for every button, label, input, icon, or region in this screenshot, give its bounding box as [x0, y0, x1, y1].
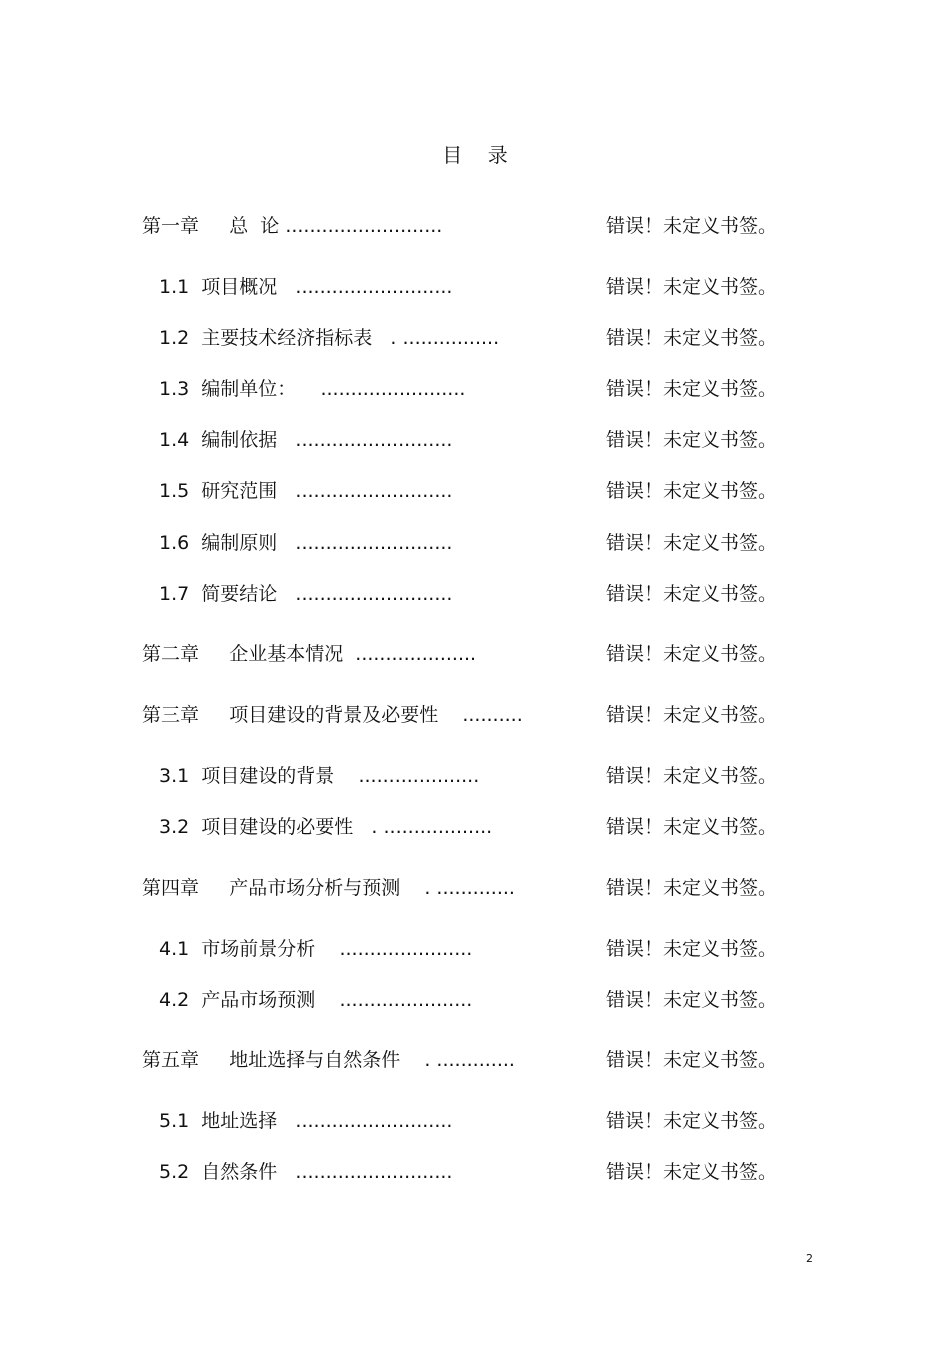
- toc-entry-chapter-2[interactable]: [0, 639, 950, 669]
- toc-entry-page-ref: 错误！未定义书签。: [606, 583, 778, 605]
- toc-entry-text: 第一章 总 论 ..........................: [142, 215, 443, 237]
- toc-entry-section-5-2[interactable]: [0, 1157, 950, 1187]
- toc-entry-text: 1.3 编制单位： ........................: [159, 378, 466, 400]
- toc-entry-page-ref: 错误！未定义书签。: [606, 1049, 778, 1071]
- toc-entry-page-ref: 错误！未定义书签。: [606, 643, 778, 665]
- toc-entry-text: 第五章 地址选择与自然条件 . .............: [142, 1049, 515, 1071]
- toc-entry-chapter-3[interactable]: [0, 700, 950, 730]
- toc-entry-page-ref: 错误！未定义书签。: [606, 276, 778, 298]
- toc-entry-text: 1.6 编制原则 ..........................: [159, 532, 453, 554]
- toc-entry-section-4-2[interactable]: [0, 985, 950, 1015]
- toc-entry-page-ref: 错误！未定义书签。: [606, 765, 778, 787]
- toc-entry-section-1-4[interactable]: [0, 425, 950, 455]
- toc-entry-page-ref: 错误！未定义书签。: [606, 378, 778, 400]
- toc-entry-text: 1.4 编制依据 ..........................: [159, 429, 453, 451]
- toc-entry-section-5-1[interactable]: [0, 1106, 950, 1136]
- toc-entry-text: 3.2 项目建设的必要性 . ..................: [159, 816, 493, 838]
- page-number: 2: [806, 1252, 813, 1265]
- toc-entry-page-ref: 错误！未定义书签。: [606, 480, 778, 502]
- toc-entry-section-1-3[interactable]: [0, 374, 950, 404]
- toc-entry-text: 4.2 产品市场预测 ......................: [159, 989, 473, 1011]
- toc-entry-section-1-5[interactable]: [0, 476, 950, 506]
- toc-entry-chapter-1[interactable]: [0, 211, 950, 241]
- toc-entry-text: 5.1 地址选择 ..........................: [159, 1110, 453, 1132]
- toc-entry-section-1-2[interactable]: [0, 323, 950, 353]
- toc-entry-section-1-1[interactable]: [0, 272, 950, 302]
- toc-entry-page-ref: 错误！未定义书签。: [606, 1161, 778, 1183]
- toc-entry-section-1-7[interactable]: [0, 579, 950, 609]
- toc-entry-page-ref: 错误！未定义书签。: [606, 429, 778, 451]
- toc-entry-text: 第三章 项目建设的背景及必要性 ..........: [142, 704, 523, 726]
- toc-entry-chapter-5[interactable]: [0, 1045, 950, 1075]
- toc-entry-text: 1.1 项目概况 ..........................: [159, 276, 453, 298]
- toc-entry-text: 4.1 市场前景分析 ......................: [159, 938, 473, 960]
- toc-entry-page-ref: 错误！未定义书签。: [606, 877, 778, 899]
- toc-entry-page-ref: 错误！未定义书签。: [606, 532, 778, 554]
- toc-entry-chapter-4[interactable]: [0, 873, 950, 903]
- toc-entry-section-3-2[interactable]: [0, 812, 950, 842]
- toc-entry-text: 1.7 简要结论 ..........................: [159, 583, 453, 605]
- toc-entry-page-ref: 错误！未定义书签。: [606, 327, 778, 349]
- toc-entry-section-3-1[interactable]: [0, 761, 950, 791]
- toc-title: 目 录: [442, 143, 508, 167]
- toc-entry-page-ref: 错误！未定义书签。: [606, 989, 778, 1011]
- toc-entry-text: 1.5 研究范围 ..........................: [159, 480, 453, 502]
- toc-entry-text: 第四章 产品市场分析与预测 . .............: [142, 877, 515, 899]
- toc-entry-page-ref: 错误！未定义书签。: [606, 215, 778, 237]
- toc-entry-text: 5.2 自然条件 ..........................: [159, 1161, 453, 1183]
- toc-entry-page-ref: 错误！未定义书签。: [606, 938, 778, 960]
- toc-entry-text: 第二章 企业基本情况 ....................: [142, 643, 477, 665]
- toc-entry-page-ref: 错误！未定义书签。: [606, 816, 778, 838]
- toc-entry-page-ref: 错误！未定义书签。: [606, 704, 778, 726]
- toc-entry-section-1-6[interactable]: [0, 528, 950, 558]
- toc-entry-text: 3.1 项目建设的背景 ....................: [159, 765, 480, 787]
- toc-entry-page-ref: 错误！未定义书签。: [606, 1110, 778, 1132]
- toc-entry-section-4-1[interactable]: [0, 934, 950, 964]
- toc-entry-text: 1.2 主要技术经济指标表 . ................: [159, 327, 500, 349]
